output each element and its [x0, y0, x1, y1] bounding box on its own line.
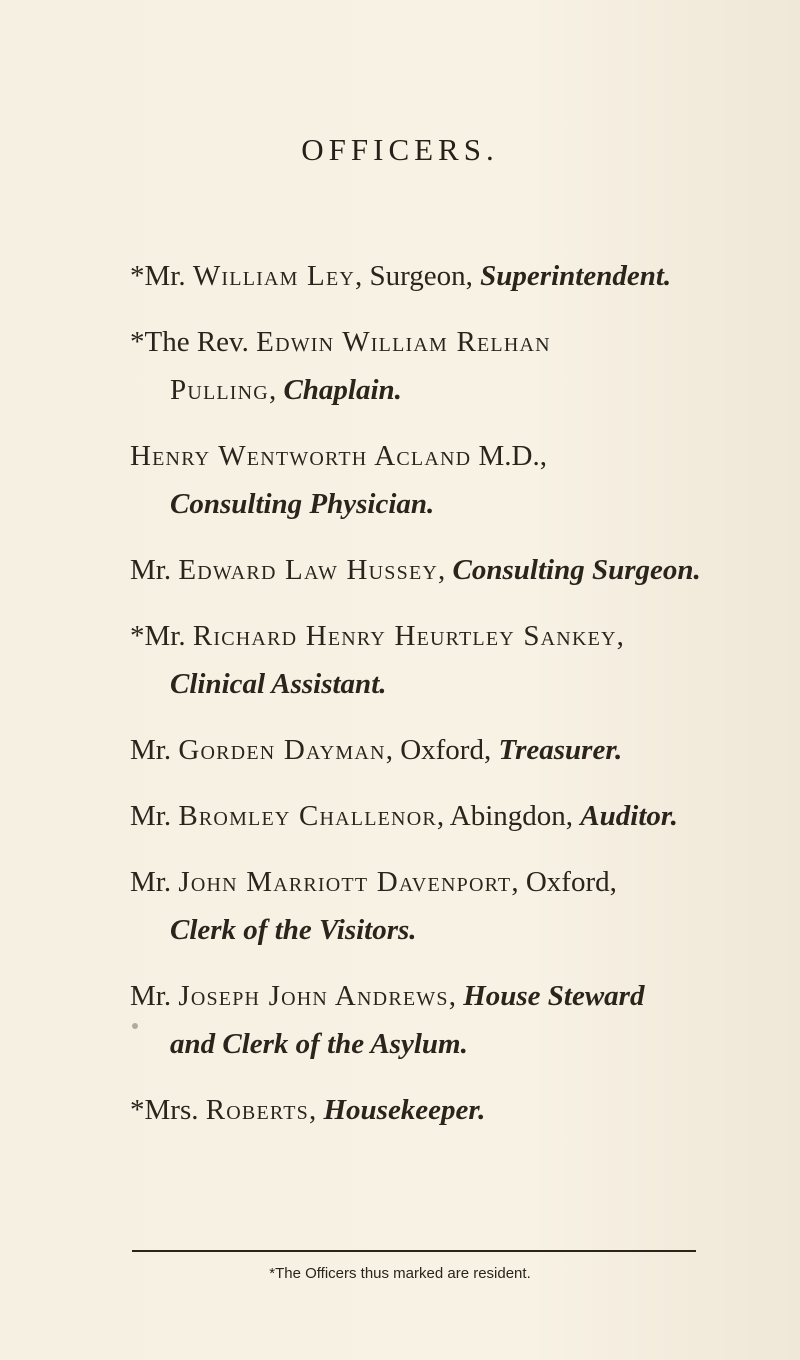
officer-line	[130, 1086, 750, 1134]
officer-description: ,	[616, 620, 624, 652]
officer-prefix: Mr.	[130, 734, 179, 766]
officer-line-continued	[130, 366, 750, 414]
officer-prefix: *The Rev.	[130, 326, 257, 358]
officer-role: Superintendent.	[480, 260, 672, 292]
officer-name: Pulling	[170, 374, 269, 406]
officer-role: Consulting Surgeon.	[452, 554, 701, 586]
officer-role: Housekeeper.	[323, 1094, 486, 1126]
officer-description: ,	[268, 374, 284, 406]
officer-line	[130, 432, 750, 480]
officer-entry-clinical-assistant	[130, 612, 750, 708]
officer-entry-auditor	[130, 792, 750, 840]
officer-description: , Surgeon,	[355, 260, 481, 292]
officer-line	[130, 726, 750, 774]
officer-line	[130, 252, 750, 300]
officer-line	[130, 972, 750, 1020]
officer-name: Richard Henry Heurtley Sankey	[192, 620, 617, 652]
footnote-rule	[132, 1250, 696, 1252]
officer-role: Consulting Physician.	[170, 488, 435, 520]
officer-name: Henry Wentworth Acland	[130, 440, 472, 472]
officer-name: William Ley	[192, 260, 356, 292]
officer-entry-house-steward	[130, 972, 750, 1068]
officer-prefix: Mr.	[130, 866, 179, 898]
officer-line-continued	[130, 480, 750, 528]
officer-prefix: *Mr.	[130, 260, 193, 292]
officer-line	[130, 546, 750, 594]
officer-entry-consulting-surgeon	[130, 546, 750, 594]
officer-entry-consulting-physician	[130, 432, 750, 528]
officer-prefix: *Mr.	[130, 620, 193, 652]
ink-spot	[132, 1023, 138, 1029]
officer-description: , Abingdon,	[436, 800, 581, 832]
officer-prefix: Mr.	[130, 980, 179, 1012]
page-title: OFFICERS.	[301, 132, 499, 167]
officer-name: Gorden Dayman	[178, 734, 386, 766]
officer-role: Clerk of the Visitors.	[170, 914, 417, 946]
officer-description: , Oxford,	[385, 734, 499, 766]
officer-name: John Marriott Davenport	[178, 866, 512, 898]
officer-role: House Steward	[463, 980, 645, 1012]
officer-description: ,	[448, 980, 464, 1012]
officer-name: Joseph John Andrews	[178, 980, 449, 1012]
officer-role: Treasurer.	[498, 734, 623, 766]
officer-line-continued	[130, 660, 750, 708]
officer-prefix: *Mrs.	[130, 1094, 206, 1126]
officer-prefix: Mr.	[130, 800, 179, 832]
officer-line	[130, 318, 750, 366]
officer-role: Chaplain.	[283, 374, 402, 406]
officer-line-continued	[130, 1020, 750, 1068]
officer-name: Roberts	[205, 1094, 309, 1126]
officer-entry-clerk-visitors	[130, 858, 750, 954]
officer-name: Bromley Challenor	[178, 800, 437, 832]
officer-description: , Oxford,	[511, 866, 617, 898]
officer-name: Edward Law Hussey	[178, 554, 439, 586]
officer-prefix: Mr.	[130, 554, 179, 586]
officer-entry-superintendent	[130, 252, 750, 300]
officer-line-continued	[130, 906, 750, 954]
officer-role: and Clerk of the Asylum.	[170, 1028, 468, 1060]
footnote: *The Officers thus marked are resident.	[269, 1265, 531, 1282]
officer-role: Auditor.	[580, 800, 678, 832]
officer-entry-housekeeper	[130, 1086, 750, 1134]
officer-entry-treasurer	[130, 726, 750, 774]
officer-description: M.D.,	[471, 440, 547, 472]
officer-line	[130, 612, 750, 660]
officer-name: Edwin William Relhan	[256, 326, 551, 358]
officer-line	[130, 858, 750, 906]
officer-description: ,	[308, 1094, 324, 1126]
officer-line	[130, 792, 750, 840]
officers-list	[130, 252, 750, 1152]
officer-description: ,	[438, 554, 453, 586]
officer-role: Clinical Assistant.	[170, 668, 387, 700]
officer-entry-chaplain	[130, 318, 750, 414]
